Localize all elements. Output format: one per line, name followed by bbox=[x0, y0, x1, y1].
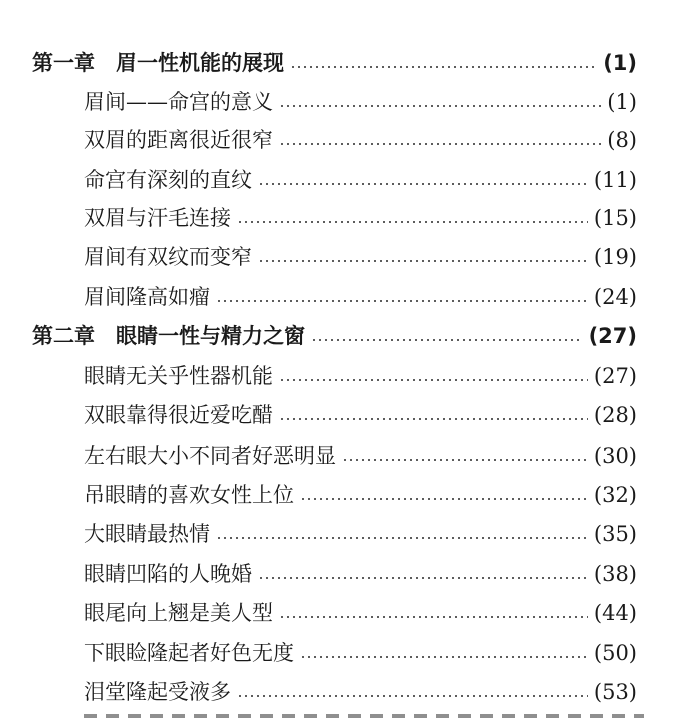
toc-entry[interactable] bbox=[0, 519, 683, 549]
section-title: 眉间隆高如瘤 bbox=[84, 285, 210, 309]
toc-entry[interactable] bbox=[0, 441, 683, 471]
dot-leader bbox=[216, 300, 588, 302]
section-title: 眉间有双纹而变窄 bbox=[84, 245, 252, 269]
dot-leader bbox=[279, 418, 588, 420]
dot-leader bbox=[258, 260, 588, 262]
toc-entry[interactable] bbox=[0, 400, 683, 430]
toc-entry[interactable] bbox=[0, 242, 683, 272]
section-title: 眉间——命宫的意义 bbox=[84, 90, 273, 114]
toc-entry[interactable] bbox=[0, 480, 683, 510]
toc-entry[interactable] bbox=[0, 677, 683, 707]
toc-entry[interactable] bbox=[0, 638, 683, 668]
section-title: 左右眼大小不同者好恶明显 bbox=[84, 444, 336, 468]
section-title: 大眼睛最热情 bbox=[84, 522, 210, 546]
dot-leader bbox=[237, 695, 588, 697]
chapter-1-entry[interactable] bbox=[0, 48, 683, 78]
page-number: (19) bbox=[593, 245, 637, 269]
page-number: (11) bbox=[593, 168, 637, 192]
dot-leader bbox=[237, 221, 588, 223]
dot-leader bbox=[300, 498, 588, 500]
page-number: (38) bbox=[593, 562, 637, 586]
page-number: (27) bbox=[593, 364, 637, 388]
section-title: 双眼靠得很近爱吃醋 bbox=[84, 403, 273, 427]
dot-leader bbox=[279, 616, 588, 618]
toc-entry[interactable] bbox=[0, 203, 683, 233]
toc-entry[interactable] bbox=[0, 598, 683, 628]
page-number: (8) bbox=[607, 128, 637, 152]
chapter-title: 第二章 眼睛一性与精力之窗 bbox=[32, 324, 305, 348]
dot-leader bbox=[258, 577, 588, 579]
page-number: (50) bbox=[593, 641, 637, 665]
section-title: 眼睛凹陷的人晚婚 bbox=[84, 562, 252, 586]
section-title: 下眼睑隆起者好色无度 bbox=[84, 641, 294, 665]
toc-entry[interactable] bbox=[0, 282, 683, 312]
page-number: (24) bbox=[593, 285, 637, 309]
dot-leader bbox=[279, 105, 601, 107]
page-number: (1) bbox=[603, 51, 637, 75]
cropped-next-line bbox=[84, 712, 644, 722]
dot-leader bbox=[290, 66, 597, 68]
dot-leader bbox=[258, 183, 588, 185]
dot-leader bbox=[311, 339, 583, 341]
section-title: 双眉与汗毛连接 bbox=[84, 206, 231, 230]
toc-entry[interactable] bbox=[0, 125, 683, 155]
toc-entry[interactable] bbox=[0, 559, 683, 589]
page-number: (44) bbox=[593, 601, 637, 625]
section-title: 眼尾向上翘是美人型 bbox=[84, 601, 273, 625]
dot-leader bbox=[216, 537, 588, 539]
page-number: (53) bbox=[593, 680, 637, 704]
page-number: (30) bbox=[593, 444, 637, 468]
dot-leader bbox=[279, 143, 601, 145]
toc-entry[interactable] bbox=[0, 87, 683, 117]
chapter-2-entry[interactable] bbox=[0, 321, 683, 351]
section-title: 命宫有深刻的直纹 bbox=[84, 168, 252, 192]
toc-entry[interactable] bbox=[0, 165, 683, 195]
section-title: 双眉的距离很近很窄 bbox=[84, 128, 273, 152]
section-title: 泪堂隆起受液多 bbox=[84, 680, 231, 704]
dot-leader bbox=[279, 379, 588, 381]
section-title: 眼睛无关乎性器机能 bbox=[84, 364, 273, 388]
page-number: (27) bbox=[588, 324, 637, 348]
chapter-title: 第一章 眉一性机能的展现 bbox=[32, 51, 284, 75]
page-number: (28) bbox=[593, 403, 637, 427]
section-title: 吊眼睛的喜欢女性上位 bbox=[84, 483, 294, 507]
page-number: (15) bbox=[593, 206, 637, 230]
page-number: (1) bbox=[607, 90, 637, 114]
page-number: (35) bbox=[593, 522, 637, 546]
dot-leader bbox=[300, 656, 588, 658]
toc-entry[interactable] bbox=[0, 361, 683, 391]
dot-leader bbox=[342, 459, 588, 461]
page-number: (32) bbox=[593, 483, 637, 507]
